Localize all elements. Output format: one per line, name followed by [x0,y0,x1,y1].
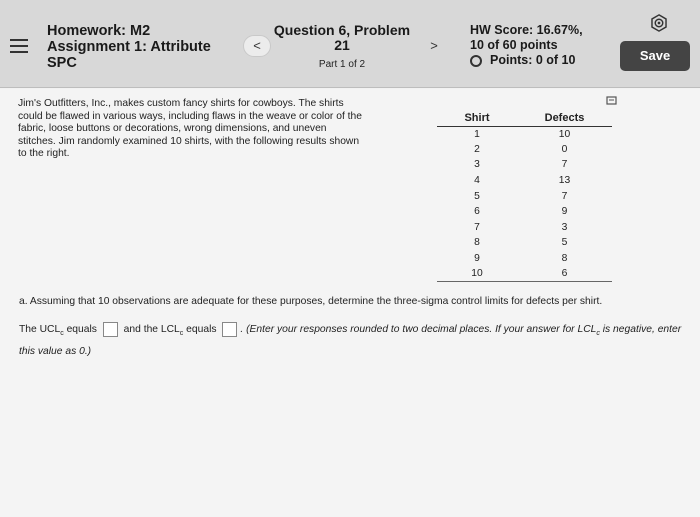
question-indicator [272,23,412,70]
points-total: 10 of 60 points [470,38,558,52]
ucl-label: The UCL [19,324,61,335]
column-header-defects: Defects [517,111,612,126]
points-label: Points: 0 of 10 [490,53,576,67]
defects-cell: 5 [561,237,568,249]
hw-score: HW Score: 16.67%, [470,23,583,37]
shirt-cell: 1 [474,128,480,140]
previous-question-button[interactable]: < [243,35,271,57]
column-header-shirt: Shirt [437,111,517,126]
table-row [437,220,612,236]
lcl-answer-input[interactable] [222,322,237,337]
defects-data-table [437,111,612,282]
defects-cell: 6 [517,266,612,282]
table-header-row [437,111,612,126]
save-button[interactable]: Save [620,41,690,71]
assignment-name-line1: Assignment 1: Attribute [47,39,211,55]
shirt-cell: 6 [474,206,480,218]
assignment-name-line2: SPC [47,55,77,71]
table-row [437,142,612,158]
assignment-header [0,0,700,88]
defects-cell: 9 [561,206,568,218]
table-row [437,126,612,142]
defects-cell: 10 [558,128,571,140]
shirt-cell: 5 [474,190,480,202]
defects-cell: 7 [561,159,568,171]
points-status-icon [470,55,482,67]
ucl-answer-input[interactable] [103,322,118,337]
menu-icon[interactable] [10,39,28,53]
shirt-cell: 2 [474,143,480,155]
answer-sentence [19,321,689,361]
defects-cell: 13 [558,175,571,187]
table-row [437,157,612,173]
shirt-cell: 3 [474,159,480,171]
defects-cell: 7 [561,190,568,202]
ucl-subscript: c [60,330,64,338]
assignment-title [47,23,211,71]
homework-label: Homework: M2 [47,23,151,39]
question-a-prompt: a. Assuming that 10 observations are adequate for these purposes, determine the three-sigma control limits for defects per shirt. [19,296,603,307]
shirt-cell: 7 [474,221,480,233]
equals-label-2: equals [186,324,217,335]
copy-data-icon[interactable] [606,96,618,106]
instruction-subscript: c [596,330,600,338]
instruction-text-1: . (Enter your responses rounded to two decimal places. If your answer for LCL [240,324,597,335]
table-row [437,173,612,189]
question-points [470,53,583,68]
instruction-text-2: is negative, enter this value as 0.) [19,324,682,358]
table-row [437,266,612,282]
score-panel [470,23,583,68]
problem-statement: Jim's Outfitters, Inc., makes custom fancy shirts for cowboys. The shirts could be flawed in various ways, including flaws in the weave or color of the fabric, loose buttons or decorations, wrong dimensions, and uneven stitches. Jim randomly examined 10 shirts, with the following results shown to the right. [18,98,362,160]
question-title-line1: Question 6, Problem [273,22,411,38]
table-row [437,251,612,267]
table-row [437,235,612,251]
table-row [437,188,612,204]
equals-label: equals [66,324,97,335]
settings-gear-icon[interactable] [650,14,668,32]
defects-cell: 3 [561,221,568,233]
defects-cell: 8 [561,253,568,265]
shirt-cell: 9 [474,253,480,265]
part-indicator: Part 1 of 2 [318,59,366,70]
lcl-label: and the LCL [123,324,180,335]
lcl-subscript: c [179,330,184,338]
next-question-button[interactable]: > [430,38,438,53]
defects-cell: 0 [561,143,568,155]
shirt-cell: 4 [474,175,480,187]
question-title-line2: 21 [334,37,350,53]
shirt-cell: 8 [474,237,480,249]
shirt-cell: 10 [437,266,517,282]
table-row [437,204,612,220]
question-content [0,89,700,517]
